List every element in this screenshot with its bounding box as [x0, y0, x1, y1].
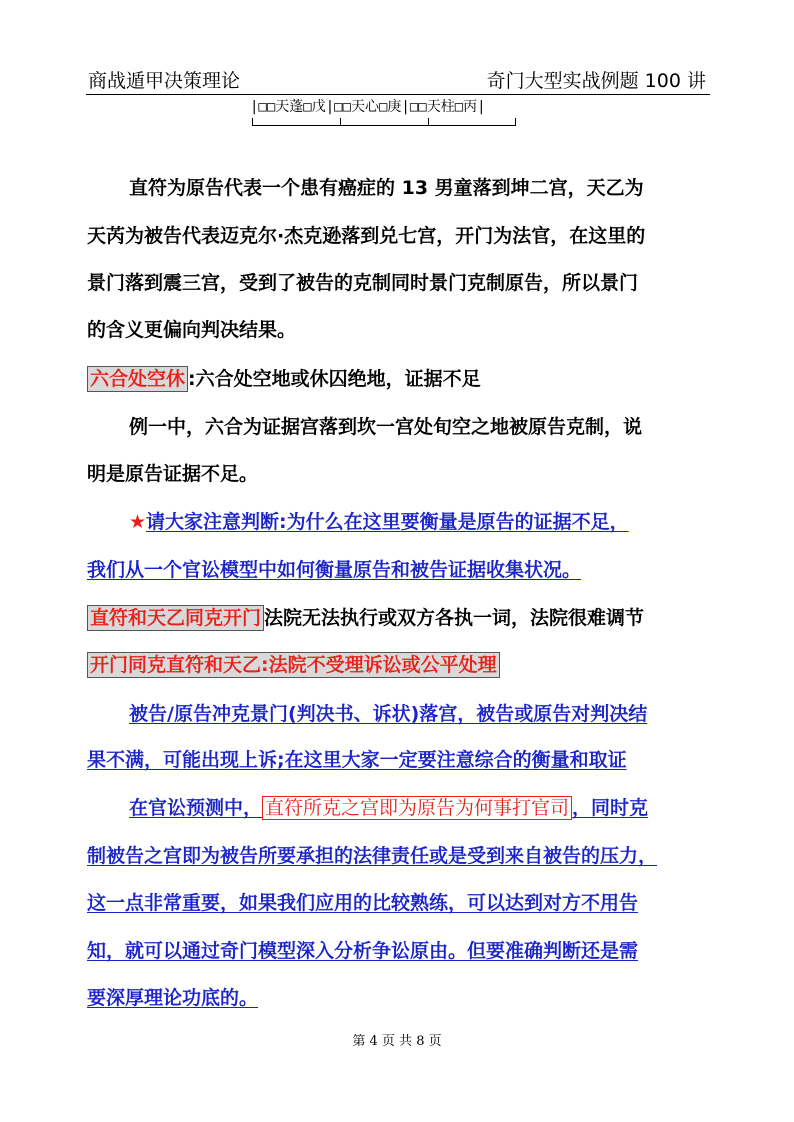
rule2: [87, 605, 644, 631]
para4-line5: 要深厚理论功底的。: [87, 987, 259, 1009]
para3-line2: 果不满，可能出现上诉;在这里大家一定要注意综合的衡量和取证: [87, 749, 627, 771]
rule1: [87, 366, 481, 392]
header-left-title: 商战遁甲决策理论: [88, 70, 241, 92]
para4-text1b: ，同时克: [572, 797, 649, 819]
rule3-tag: 开门同克直符和天乙:法院不受理诉讼或公平处理: [87, 652, 500, 678]
page-footer: 第 4 页 共 8 页: [352, 1034, 442, 1049]
para1-line1: 直符为原告代表一个患有癌症的 13 男童落到坤二宫，天乙为: [129, 177, 644, 199]
rule2-text: 法院无法执行或双方各执一词，法院很难调节: [264, 607, 645, 629]
rule2-tag: 直符和天乙同克开门: [87, 605, 264, 631]
rule1-text: :六合处空地或休囚绝地，证据不足: [188, 368, 481, 390]
palace-grid-bottom: [252, 118, 516, 126]
para4-highlight: 直符所克之宫即为原告为何事打官司: [262, 796, 572, 820]
rule1-tag: 六合处空休: [87, 366, 188, 392]
palace-grid-row: |□□天蓬□戊|□□天心□庚|□□天柱□丙|: [250, 99, 486, 115]
para1-line2: 天芮为被告代表迈克尔·杰克逊落到兑七宫，开门为法官，在这里的: [87, 225, 646, 247]
para2-line2: 明是原告证据不足。: [87, 463, 259, 485]
para4-text1a: 在官讼预测中，: [129, 797, 263, 819]
para2-line1: 例一中，六合为证据宫落到坎一宫处旬空之地被原告克制，说: [129, 416, 643, 438]
star-icon: ★: [129, 511, 147, 533]
para4-line1: [129, 795, 648, 821]
note1-line1: [129, 509, 629, 535]
para1-line4: 的含义更偏向判决结果。: [87, 319, 297, 341]
note1-line2: 我们从一个官讼模型中如何衡量原告和被告证据收集状况。: [87, 559, 582, 581]
para1-line3: 景门落到震三宫，受到了被告的克制同时景门克制原告，所以景门: [87, 272, 639, 294]
para4-line3: 这一点非常重要，如果我们应用的比较熟练，可以达到对方不用告: [87, 892, 639, 914]
note1-text1: 请大家注意判断:为什么在这里要衡量是原告的证据不足，: [146, 511, 629, 533]
header-right-title: 奇门大型实战例题 100 讲: [486, 70, 706, 92]
para4-line2: 制被告之宫即为被告所要承担的法律责任或是受到来自被告的压力，: [87, 845, 658, 867]
rule3: [87, 652, 500, 678]
header-rule: [86, 94, 710, 95]
para3-line1: 被告/原告冲克景门(判决书、诉状)落宫，被告或原告对判决结: [129, 703, 648, 725]
para4-line4: 知，就可以通过奇门模型深入分析争讼原由。但要准确判断还是需: [87, 940, 639, 962]
